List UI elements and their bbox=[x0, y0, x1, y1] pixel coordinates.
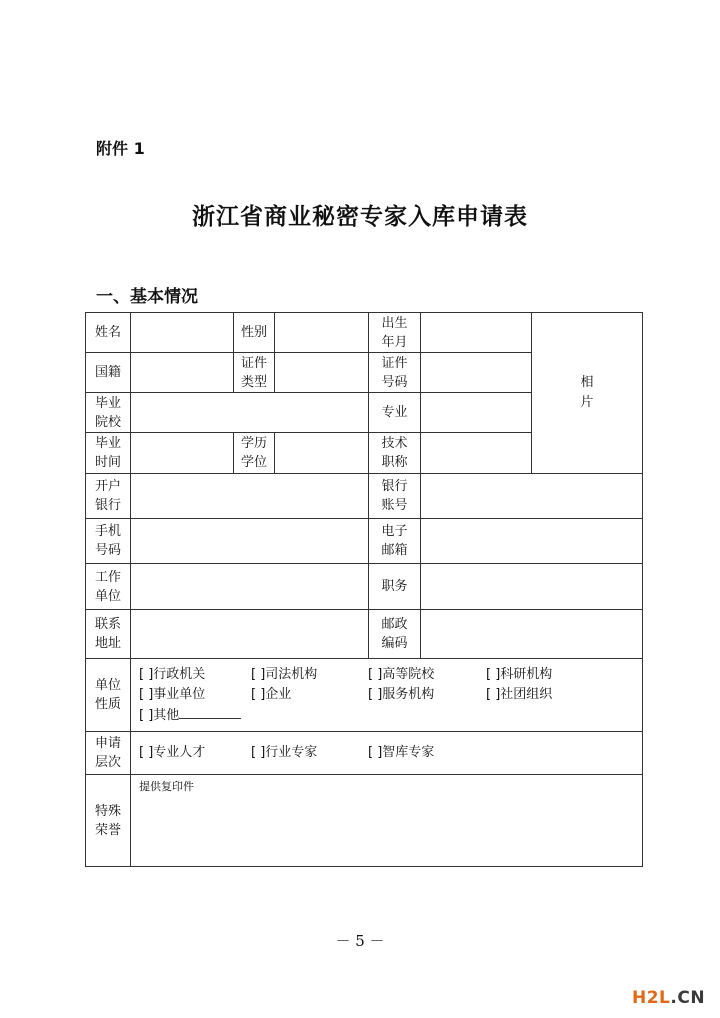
honor-note: 提供复印件 bbox=[139, 780, 194, 793]
label-account: 银行 账号 bbox=[369, 474, 421, 519]
other-blank-line[interactable] bbox=[179, 705, 241, 719]
label-postcode: 邮政 编码 bbox=[369, 610, 421, 659]
option-association[interactable]: [ ]社团组织 bbox=[486, 687, 553, 702]
field-account[interactable] bbox=[421, 474, 643, 519]
page-title: 浙江省商业秘密专家入库申请表 bbox=[192, 203, 528, 230]
attachment-label: 附件 1 bbox=[96, 139, 145, 158]
field-gender[interactable] bbox=[275, 313, 369, 353]
option-university[interactable]: [ ]高等院校 bbox=[368, 667, 435, 682]
option-think-tank[interactable]: [ ]智库专家 bbox=[368, 745, 435, 760]
field-major[interactable] bbox=[421, 393, 532, 433]
label-phone: 手机 号码 bbox=[86, 519, 131, 564]
watermark-logo: H2L.CN bbox=[632, 988, 706, 1008]
level-options bbox=[131, 732, 643, 775]
label-work-unit: 工作 单位 bbox=[86, 564, 131, 610]
field-postcode[interactable] bbox=[421, 610, 643, 659]
label-id-number: 证件 号码 bbox=[369, 353, 421, 393]
option-judicial[interactable]: [ ]司法机构 bbox=[251, 667, 318, 682]
field-address[interactable] bbox=[131, 610, 369, 659]
label-honor: 特殊 荣誉 bbox=[86, 775, 131, 867]
label-school: 毕业 院校 bbox=[86, 393, 131, 433]
photo-box[interactable]: 相 片 bbox=[532, 313, 643, 474]
option-service[interactable]: [ ]服务机构 bbox=[368, 687, 435, 702]
unit-type-options bbox=[131, 659, 643, 732]
field-bank[interactable] bbox=[131, 474, 369, 519]
section-title: 一、基本情况 bbox=[96, 287, 198, 307]
label-name: 姓名 bbox=[86, 313, 131, 353]
label-bank: 开户 银行 bbox=[86, 474, 131, 519]
label-major: 专业 bbox=[369, 393, 421, 433]
page-number: － 5 － bbox=[335, 932, 385, 950]
field-work-unit[interactable] bbox=[131, 564, 369, 610]
field-position[interactable] bbox=[421, 564, 643, 610]
field-degree[interactable] bbox=[275, 433, 369, 474]
label-position: 职务 bbox=[369, 564, 421, 610]
label-birth: 出生 年月 bbox=[369, 313, 421, 353]
field-id-type[interactable] bbox=[275, 353, 369, 393]
field-honor[interactable] bbox=[131, 775, 643, 867]
field-birth[interactable] bbox=[421, 313, 532, 353]
label-tech-title: 技术 职称 bbox=[369, 433, 421, 474]
label-email: 电子 邮箱 bbox=[369, 519, 421, 564]
field-name[interactable] bbox=[131, 313, 234, 353]
option-admin-agency[interactable]: [ ]行政机关 bbox=[139, 667, 206, 682]
option-public-institution[interactable]: [ ]事业单位 bbox=[139, 687, 206, 702]
option-enterprise[interactable]: [ ]企业 bbox=[251, 687, 292, 702]
label-gender: 性别 bbox=[234, 313, 275, 353]
option-professional[interactable]: [ ]专业人才 bbox=[139, 745, 206, 760]
application-form bbox=[85, 312, 643, 867]
label-level: 申请 层次 bbox=[86, 732, 131, 775]
field-phone[interactable] bbox=[131, 519, 369, 564]
option-other[interactable]: [ ]其他 bbox=[139, 708, 180, 723]
field-grad-time[interactable] bbox=[131, 433, 234, 474]
label-nationality: 国籍 bbox=[86, 353, 131, 393]
option-industry-expert[interactable]: [ ]行业专家 bbox=[251, 745, 318, 760]
label-address: 联系 地址 bbox=[86, 610, 131, 659]
option-research[interactable]: [ ]科研机构 bbox=[486, 667, 553, 682]
label-grad-time: 毕业 时间 bbox=[86, 433, 131, 474]
label-degree: 学历 学位 bbox=[234, 433, 275, 474]
field-school[interactable] bbox=[131, 393, 369, 433]
label-id-type: 证件 类型 bbox=[234, 353, 275, 393]
field-email[interactable] bbox=[421, 519, 643, 564]
field-nationality[interactable] bbox=[131, 353, 234, 393]
field-id-number[interactable] bbox=[421, 353, 532, 393]
label-unit-type: 单位 性质 bbox=[86, 659, 131, 732]
field-tech-title[interactable] bbox=[421, 433, 532, 474]
